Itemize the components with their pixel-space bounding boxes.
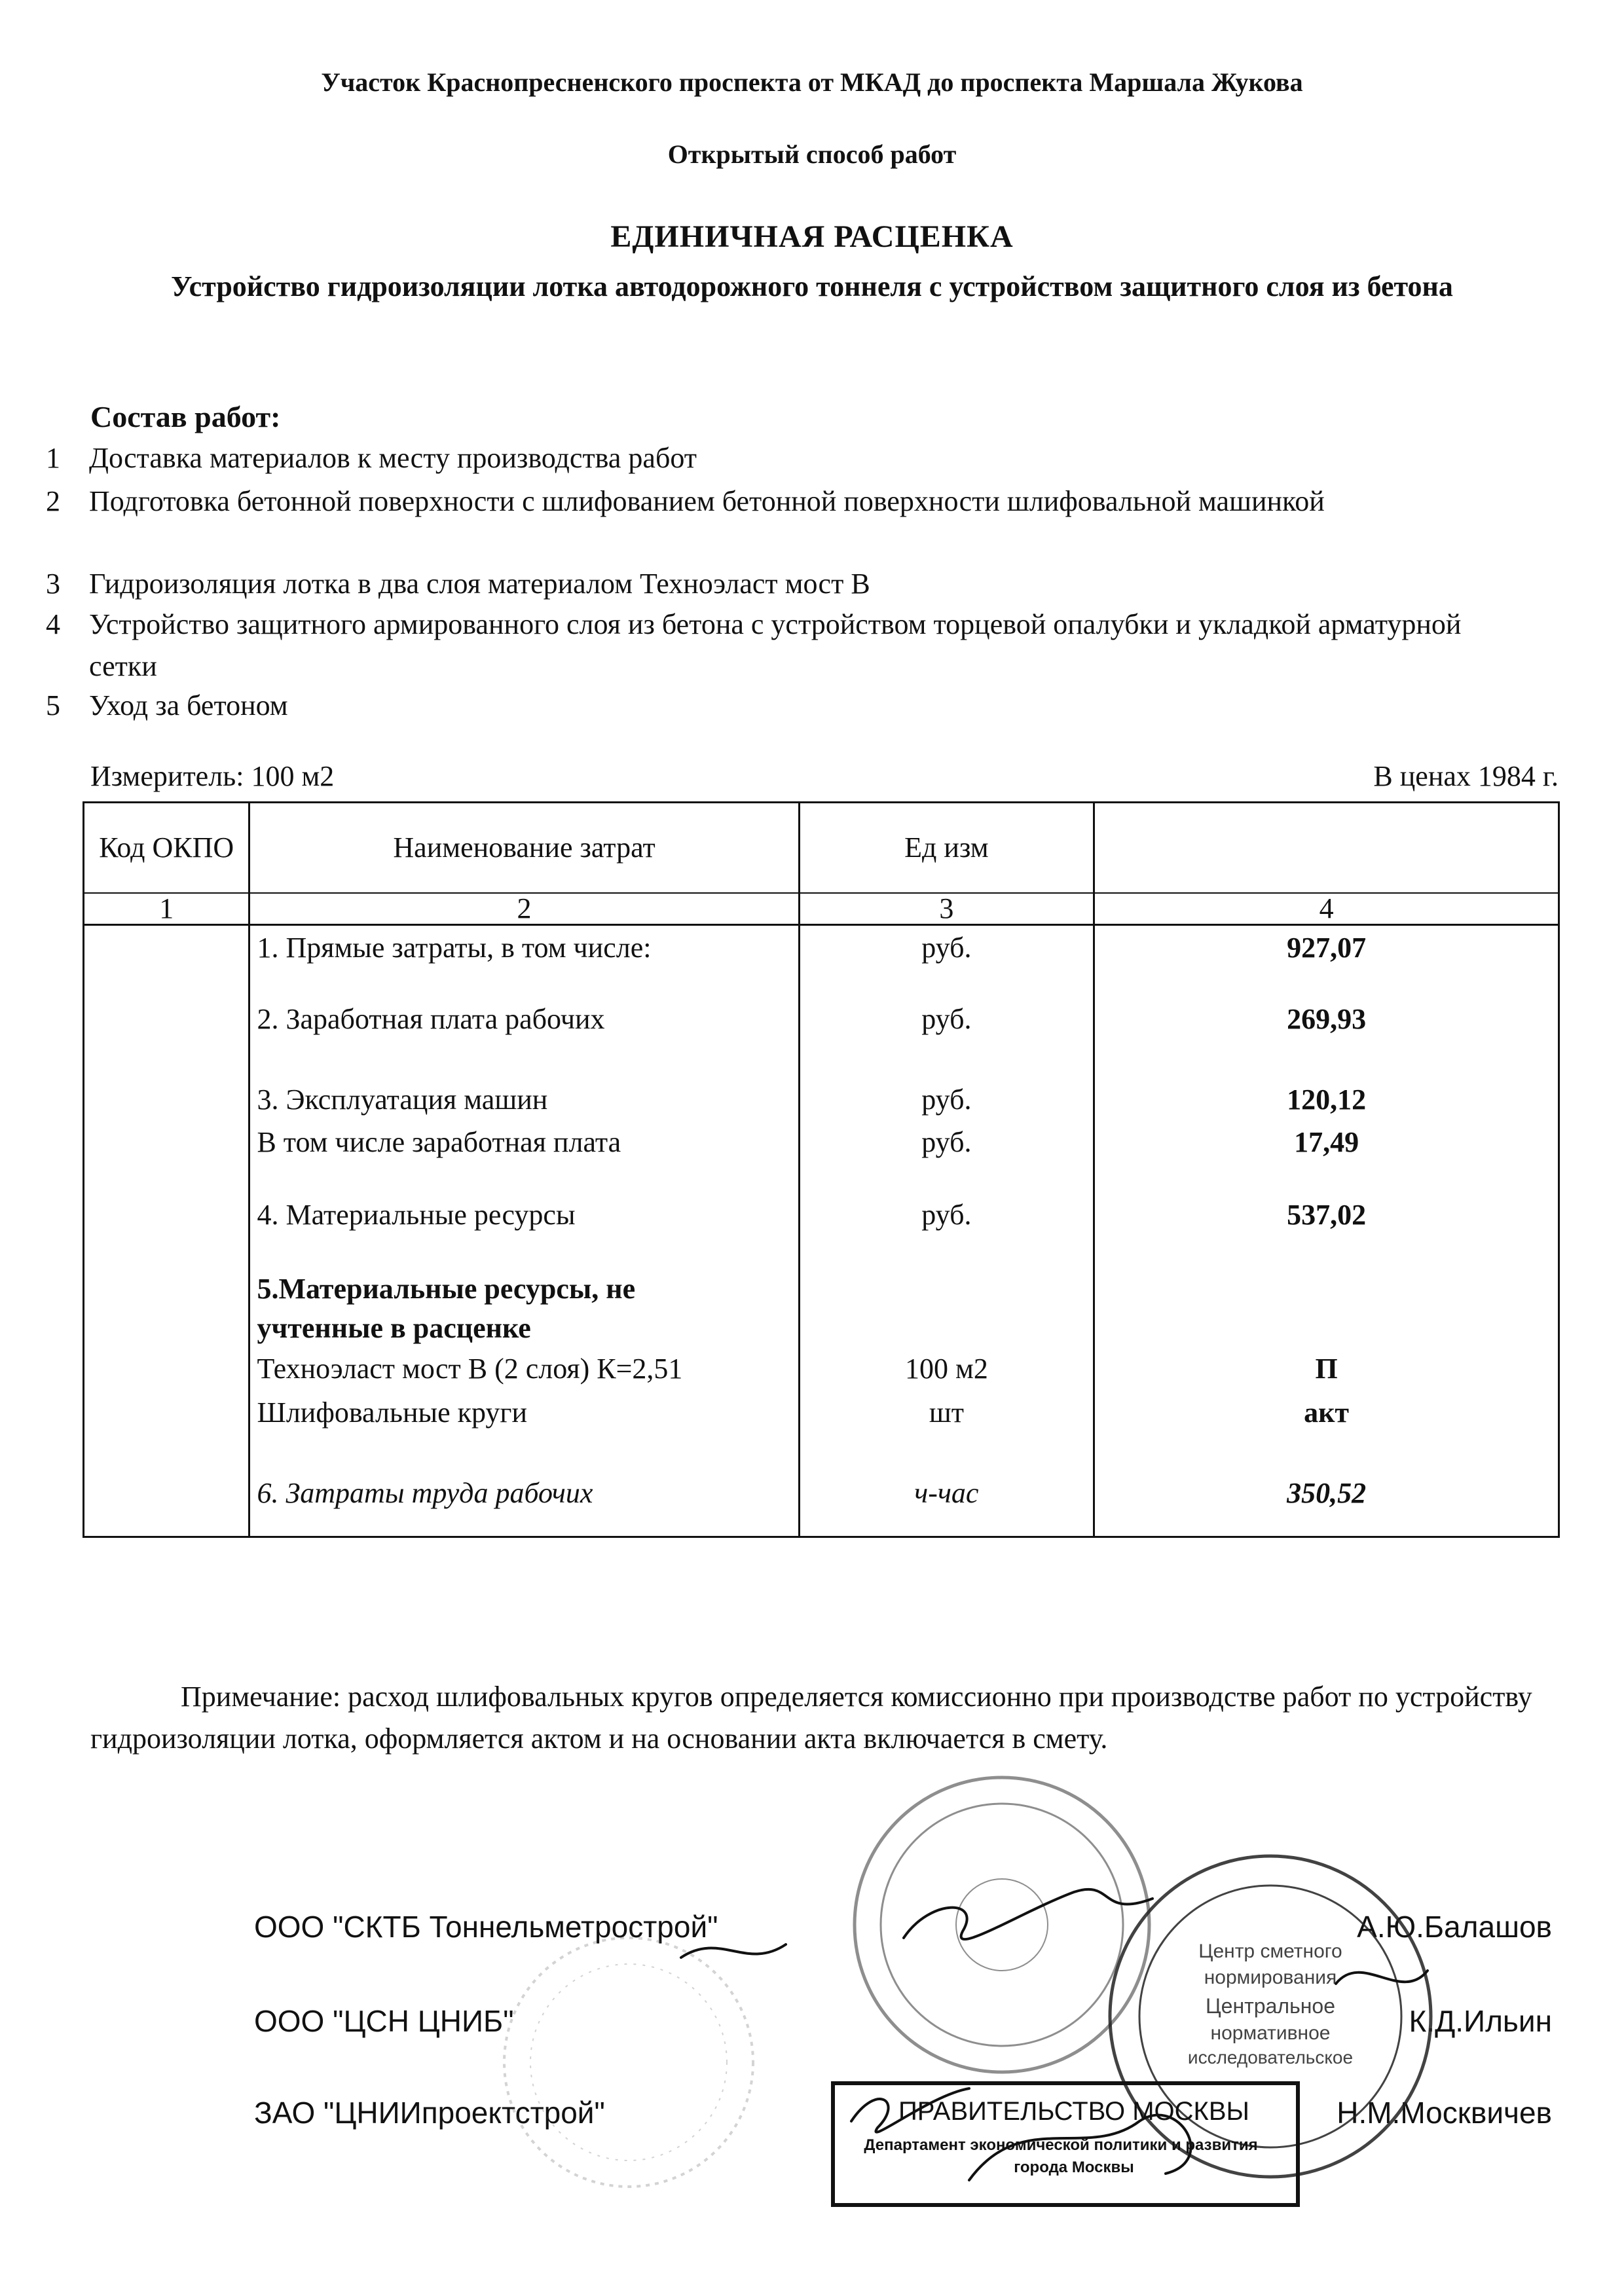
row-name: В том числе заработная плата (257, 1126, 621, 1158)
row-name: 1. Прямые затраты, в том числе: (257, 932, 652, 964)
work-item-number: 4 (46, 608, 60, 640)
footnote: Примечание: расход шлифовальных кругов определяется комиссионно при производстве работ по устройству гидроизоляции лотка, оформляется актом и на основании акта включается в смету. (90, 1681, 1532, 1755)
work-item-number: 3 (46, 568, 60, 600)
price-base: В ценах 1984 г. (1373, 760, 1559, 792)
stamp-gov-subtitle: Департамент экономической политики и развития (864, 2136, 1258, 2154)
row-name-section: 5.Материальные ресурсы, не учтенные в расценке (257, 1273, 636, 1344)
work-item-text: Подготовка бетонной поверхности с шлифованием бетонной поверхности шлифовальной машинкой (89, 485, 1325, 517)
code-cell (84, 925, 249, 1537)
row-unit: руб. (921, 1126, 972, 1158)
work-item-number: 2 (46, 485, 60, 517)
row-value: 269,93 (1287, 1003, 1367, 1035)
row-unit: руб. (921, 1003, 972, 1035)
column-number: 4 (1094, 893, 1559, 925)
header-name: Наименование затрат (249, 803, 799, 894)
document-subtitle: Устройство гидроизоляции лотка автодорожного тоннеля с устройством защитного слоя из бетона (171, 270, 1453, 302)
document-title: ЕДИНИЧНАЯ РАСЦЕНКА (610, 219, 1014, 254)
stamp-gov-city: города Москвы (1014, 2159, 1134, 2176)
row-name: Шлифовальные круги (257, 1396, 528, 1429)
column-number-row (84, 893, 1559, 925)
cost-table (83, 801, 1560, 1538)
row-unit: руб. (921, 932, 972, 964)
row-name: 4. Материальные ресурсы (257, 1199, 576, 1231)
row-name: Техноэласт мост В (2 слоя) К=2,51 (257, 1353, 683, 1385)
table-body-row (84, 925, 1559, 1537)
row-unit: ч-час (914, 1477, 979, 1509)
column-number: 1 (84, 893, 249, 925)
signature-org: ООО "ЦСН ЦНИБ" (254, 2004, 514, 2038)
row-value: 537,02 (1287, 1199, 1367, 1231)
header-location: Участок Краснопресненского проспекта от МКАД до проспекта Маршала Жукова (321, 67, 1303, 97)
round-stamp-faint (504, 1938, 753, 2187)
stamp-text: нормативное (1210, 2022, 1331, 2044)
work-item-text: Уход за бетоном (89, 689, 288, 721)
header-method: Открытый способ работ (667, 139, 957, 169)
row-value: 120,12 (1287, 1084, 1367, 1116)
row-value: 927,07 (1287, 932, 1367, 964)
value-cell (1094, 925, 1559, 1537)
header-value (1094, 803, 1559, 894)
meter-unit: Измеритель: 100 м2 (90, 760, 335, 792)
signature-person: К.Д.Ильин (1409, 2004, 1552, 2038)
signature-org: ЗАО "ЦНИИпроектстрой" (254, 2096, 605, 2130)
row-name: 6. Затраты труда рабочих (257, 1477, 593, 1509)
header-code: Код ОКПО (84, 803, 249, 894)
stamp-text: Центр сметного (1198, 1941, 1342, 1962)
handwritten-signatures (681, 1889, 1428, 2180)
stamp-text: нормирования (1204, 1967, 1337, 1988)
unit-cell (799, 925, 1094, 1537)
rectangular-gov-stamp (833, 2083, 1298, 2205)
work-item-number: 1 (46, 442, 60, 474)
row-name: 3. Эксплуатация машин (257, 1084, 548, 1116)
row-unit: руб. (921, 1084, 972, 1116)
work-item-text: Доставка материалов к месту производства работ (89, 442, 697, 474)
round-stamp-left (855, 1777, 1149, 2072)
stamp-text: Центральное (1206, 1994, 1335, 2018)
column-number: 3 (799, 893, 1094, 925)
row-value: 17,49 (1294, 1126, 1359, 1158)
table-header-row (84, 803, 1559, 894)
stamp-text: исследовательское (1187, 2047, 1354, 2068)
work-item-number: 5 (46, 689, 60, 721)
header-unit: Ед изм (799, 803, 1094, 894)
name-cell (249, 925, 799, 1537)
column-number: 2 (249, 893, 799, 925)
row-unit: шт (929, 1396, 964, 1429)
row-value: 350,52 (1287, 1477, 1367, 1509)
row-name: 2. Заработная плата рабочих (257, 1003, 605, 1035)
signature-person: Н.М.Москвичев (1337, 2096, 1552, 2130)
signature-org: ООО "СКТБ Тоннельметрострой" (254, 1910, 718, 1944)
row-value: П (1315, 1353, 1338, 1385)
row-unit: руб. (921, 1199, 972, 1231)
stamp-gov-title: ПРАВИТЕЛЬСТВО МОСКВЫ (898, 2097, 1249, 2126)
works-heading: Состав работ: (90, 400, 281, 433)
signature-person: А.Ю.Балашов (1357, 1910, 1552, 1944)
work-item-text: Устройство защитного армированного слоя из бетона с устройством торцевой опалубки и укладкой арматурной сетки (89, 608, 1462, 682)
row-value: акт (1304, 1396, 1350, 1429)
work-item-text: Гидроизоляция лотка в два слоя материалом Техноэласт мост В (89, 568, 870, 600)
row-unit: 100 м2 (904, 1353, 988, 1385)
